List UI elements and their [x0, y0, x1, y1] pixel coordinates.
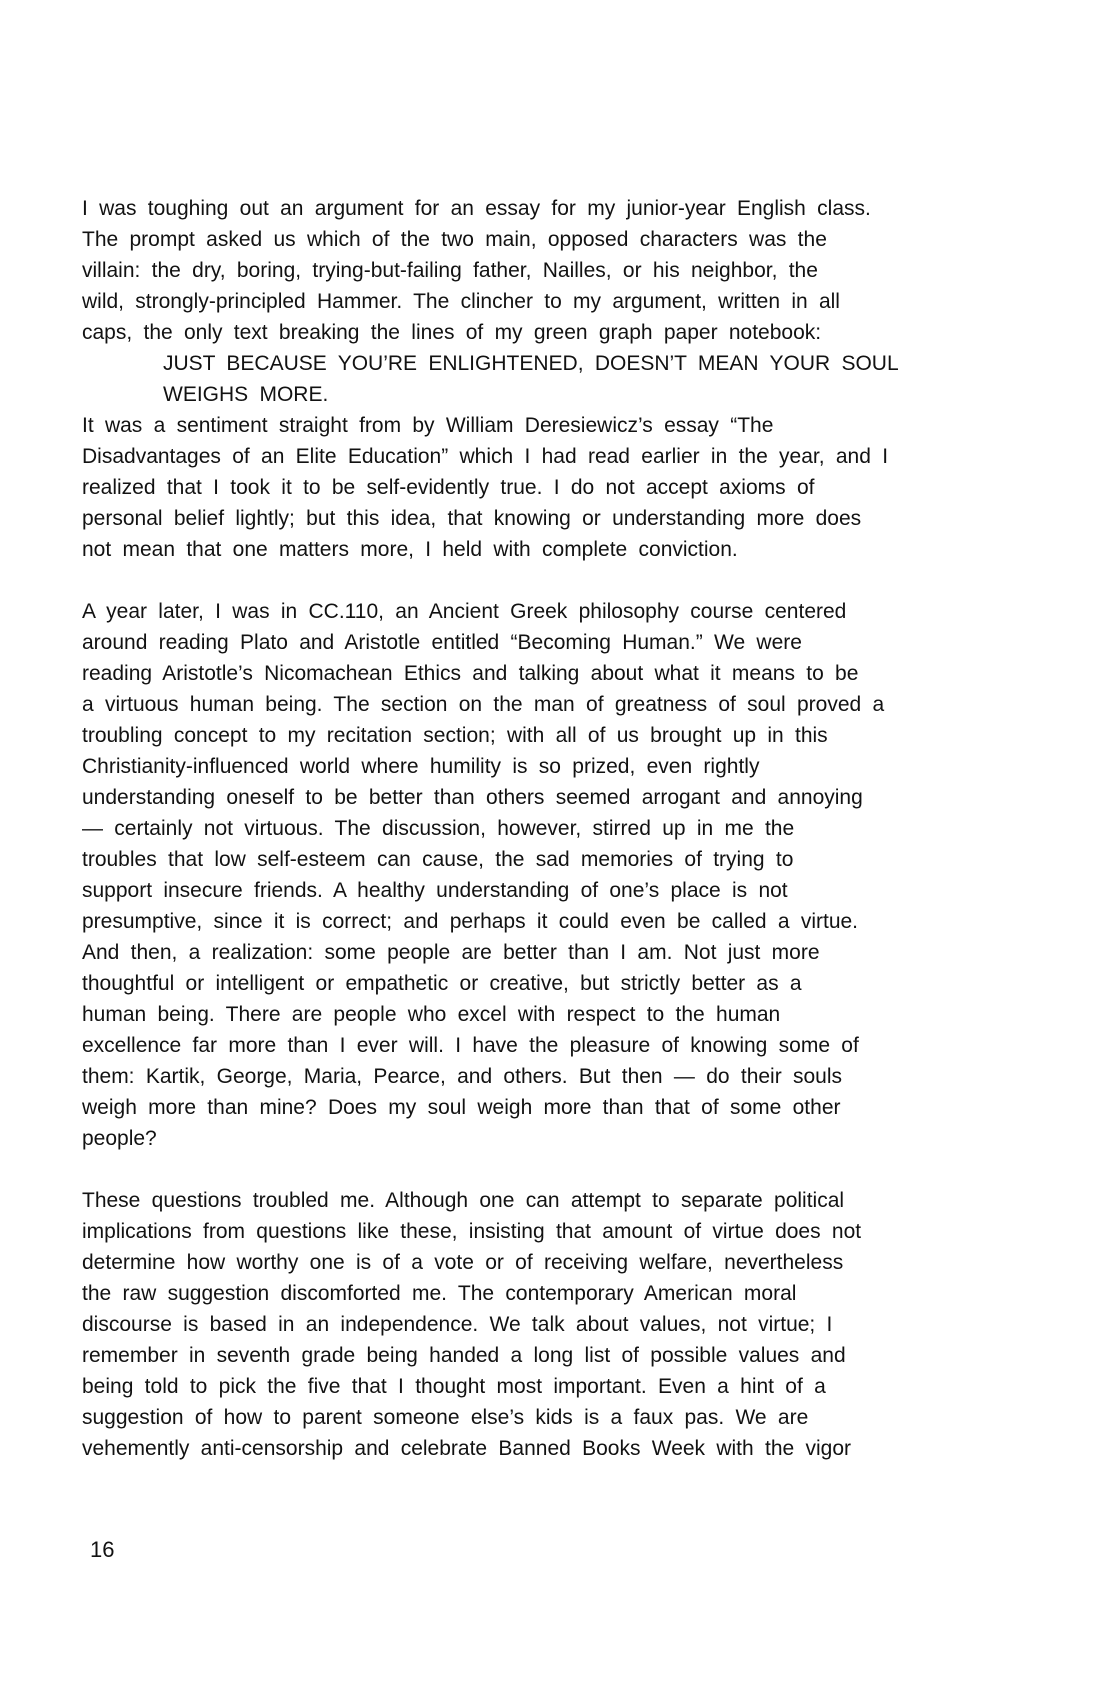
text-line: remember in seventh grade being handed a long list of possible values and: [82, 1344, 846, 1367]
text-line: a virtuous human being. The section on the man of greatness of soul proved a: [82, 693, 885, 716]
text-line: reading Aristotle’s Nicomachean Ethics and talking about what it means to be: [82, 662, 859, 685]
text-line: not mean that one matters more, I held with complete conviction.: [82, 538, 738, 561]
text-line: A year later, I was in CC.110, an Ancient Greek philosophy course centered: [82, 600, 847, 623]
text-line: support insecure friends. A healthy understanding of one’s place is not: [82, 879, 788, 902]
text-line: them: Kartik, George, Maria, Pearce, and others. But then — do their souls: [82, 1065, 843, 1088]
body-paragraph: [82, 596, 962, 1154]
text-line: It was a sentiment straight from by William Deresiewicz’s essay “The: [82, 414, 774, 437]
text-line: discourse is based in an independence. We talk about values, not virtue; I: [82, 1313, 833, 1336]
text-line: I was toughing out an argument for an essay for my junior-year English class.: [82, 197, 871, 220]
text-line: people?: [82, 1127, 157, 1150]
body-paragraph: [82, 1185, 962, 1464]
text-line: And then, a realization: some people are better than I am. Not just more: [82, 941, 820, 964]
text-line: — certainly not virtuous. The discussion, however, stirred up in me the: [82, 817, 795, 840]
text-line: villain: the dry, boring, trying-but-failing father, Nailles, or his neighbor, the: [82, 259, 818, 282]
text-line: presumptive, since it is correct; and perhaps it could even be called a virtue.: [82, 910, 859, 933]
text-line: wild, strongly-principled Hammer. The clincher to my argument, written in all: [82, 290, 840, 313]
page-number: 16: [90, 1537, 115, 1562]
text-line: WEIGHS MORE.: [163, 383, 329, 406]
body-paragraph: [82, 193, 962, 348]
text-line: excellence far more than I ever will. I have the pleasure of knowing some of: [82, 1034, 859, 1057]
text-line: The prompt asked us which of the two main, opposed characters was the: [82, 228, 827, 251]
essay-text-block: [82, 193, 962, 1464]
text-line: being told to pick the five that I thought most important. Even a hint of a: [82, 1375, 826, 1398]
text-line: These questions troubled me. Although one can attempt to separate political: [82, 1189, 845, 1212]
text-line: Disadvantages of an Elite Education” which I had read earlier in the year, and I: [82, 445, 889, 468]
text-line: implications from questions like these, insisting that amount of virtue does not: [82, 1220, 862, 1243]
text-line: understanding oneself to be better than others seemed arrogant and annoying: [82, 786, 863, 809]
text-line: JUST BECAUSE YOU’RE ENLIGHTENED, DOESN’T MEAN YOUR SOUL: [163, 352, 899, 375]
text-line: suggestion of how to parent someone else’s kids is a faux pas. We are: [82, 1406, 809, 1429]
text-line: weigh more than mine? Does my soul weigh more than that of some other: [82, 1096, 841, 1119]
text-line: the raw suggestion discomforted me. The contemporary American moral: [82, 1282, 797, 1305]
blockquote-paragraph: [82, 348, 962, 410]
text-line: determine how worthy one is of a vote or of receiving welfare, nevertheless: [82, 1251, 844, 1274]
text-line: human being. There are people who excel with respect to the human: [82, 1003, 781, 1026]
text-line: vehemently anti-censorship and celebrate Banned Books Week with the vigor: [82, 1437, 851, 1460]
text-line: caps, the only text breaking the lines of my green graph paper notebook:: [82, 321, 822, 344]
body-paragraph: [82, 410, 962, 565]
text-line: realized that I took it to be self-evidently true. I do not accept axioms of: [82, 476, 815, 499]
text-line: troubles that low self-esteem can cause, the sad memories of trying to: [82, 848, 794, 871]
text-line: troubling concept to my recitation section; with all of us brought up in this: [82, 724, 828, 747]
text-line: around reading Plato and Aristotle entitled “Becoming Human.” We were: [82, 631, 802, 654]
text-line: Christianity-influenced world where humility is so prized, even rightly: [82, 755, 760, 778]
text-line: thoughtful or intelligent or empathetic or creative, but strictly better as a: [82, 972, 802, 995]
text-line: personal belief lightly; but this idea, that knowing or understanding more does: [82, 507, 862, 530]
